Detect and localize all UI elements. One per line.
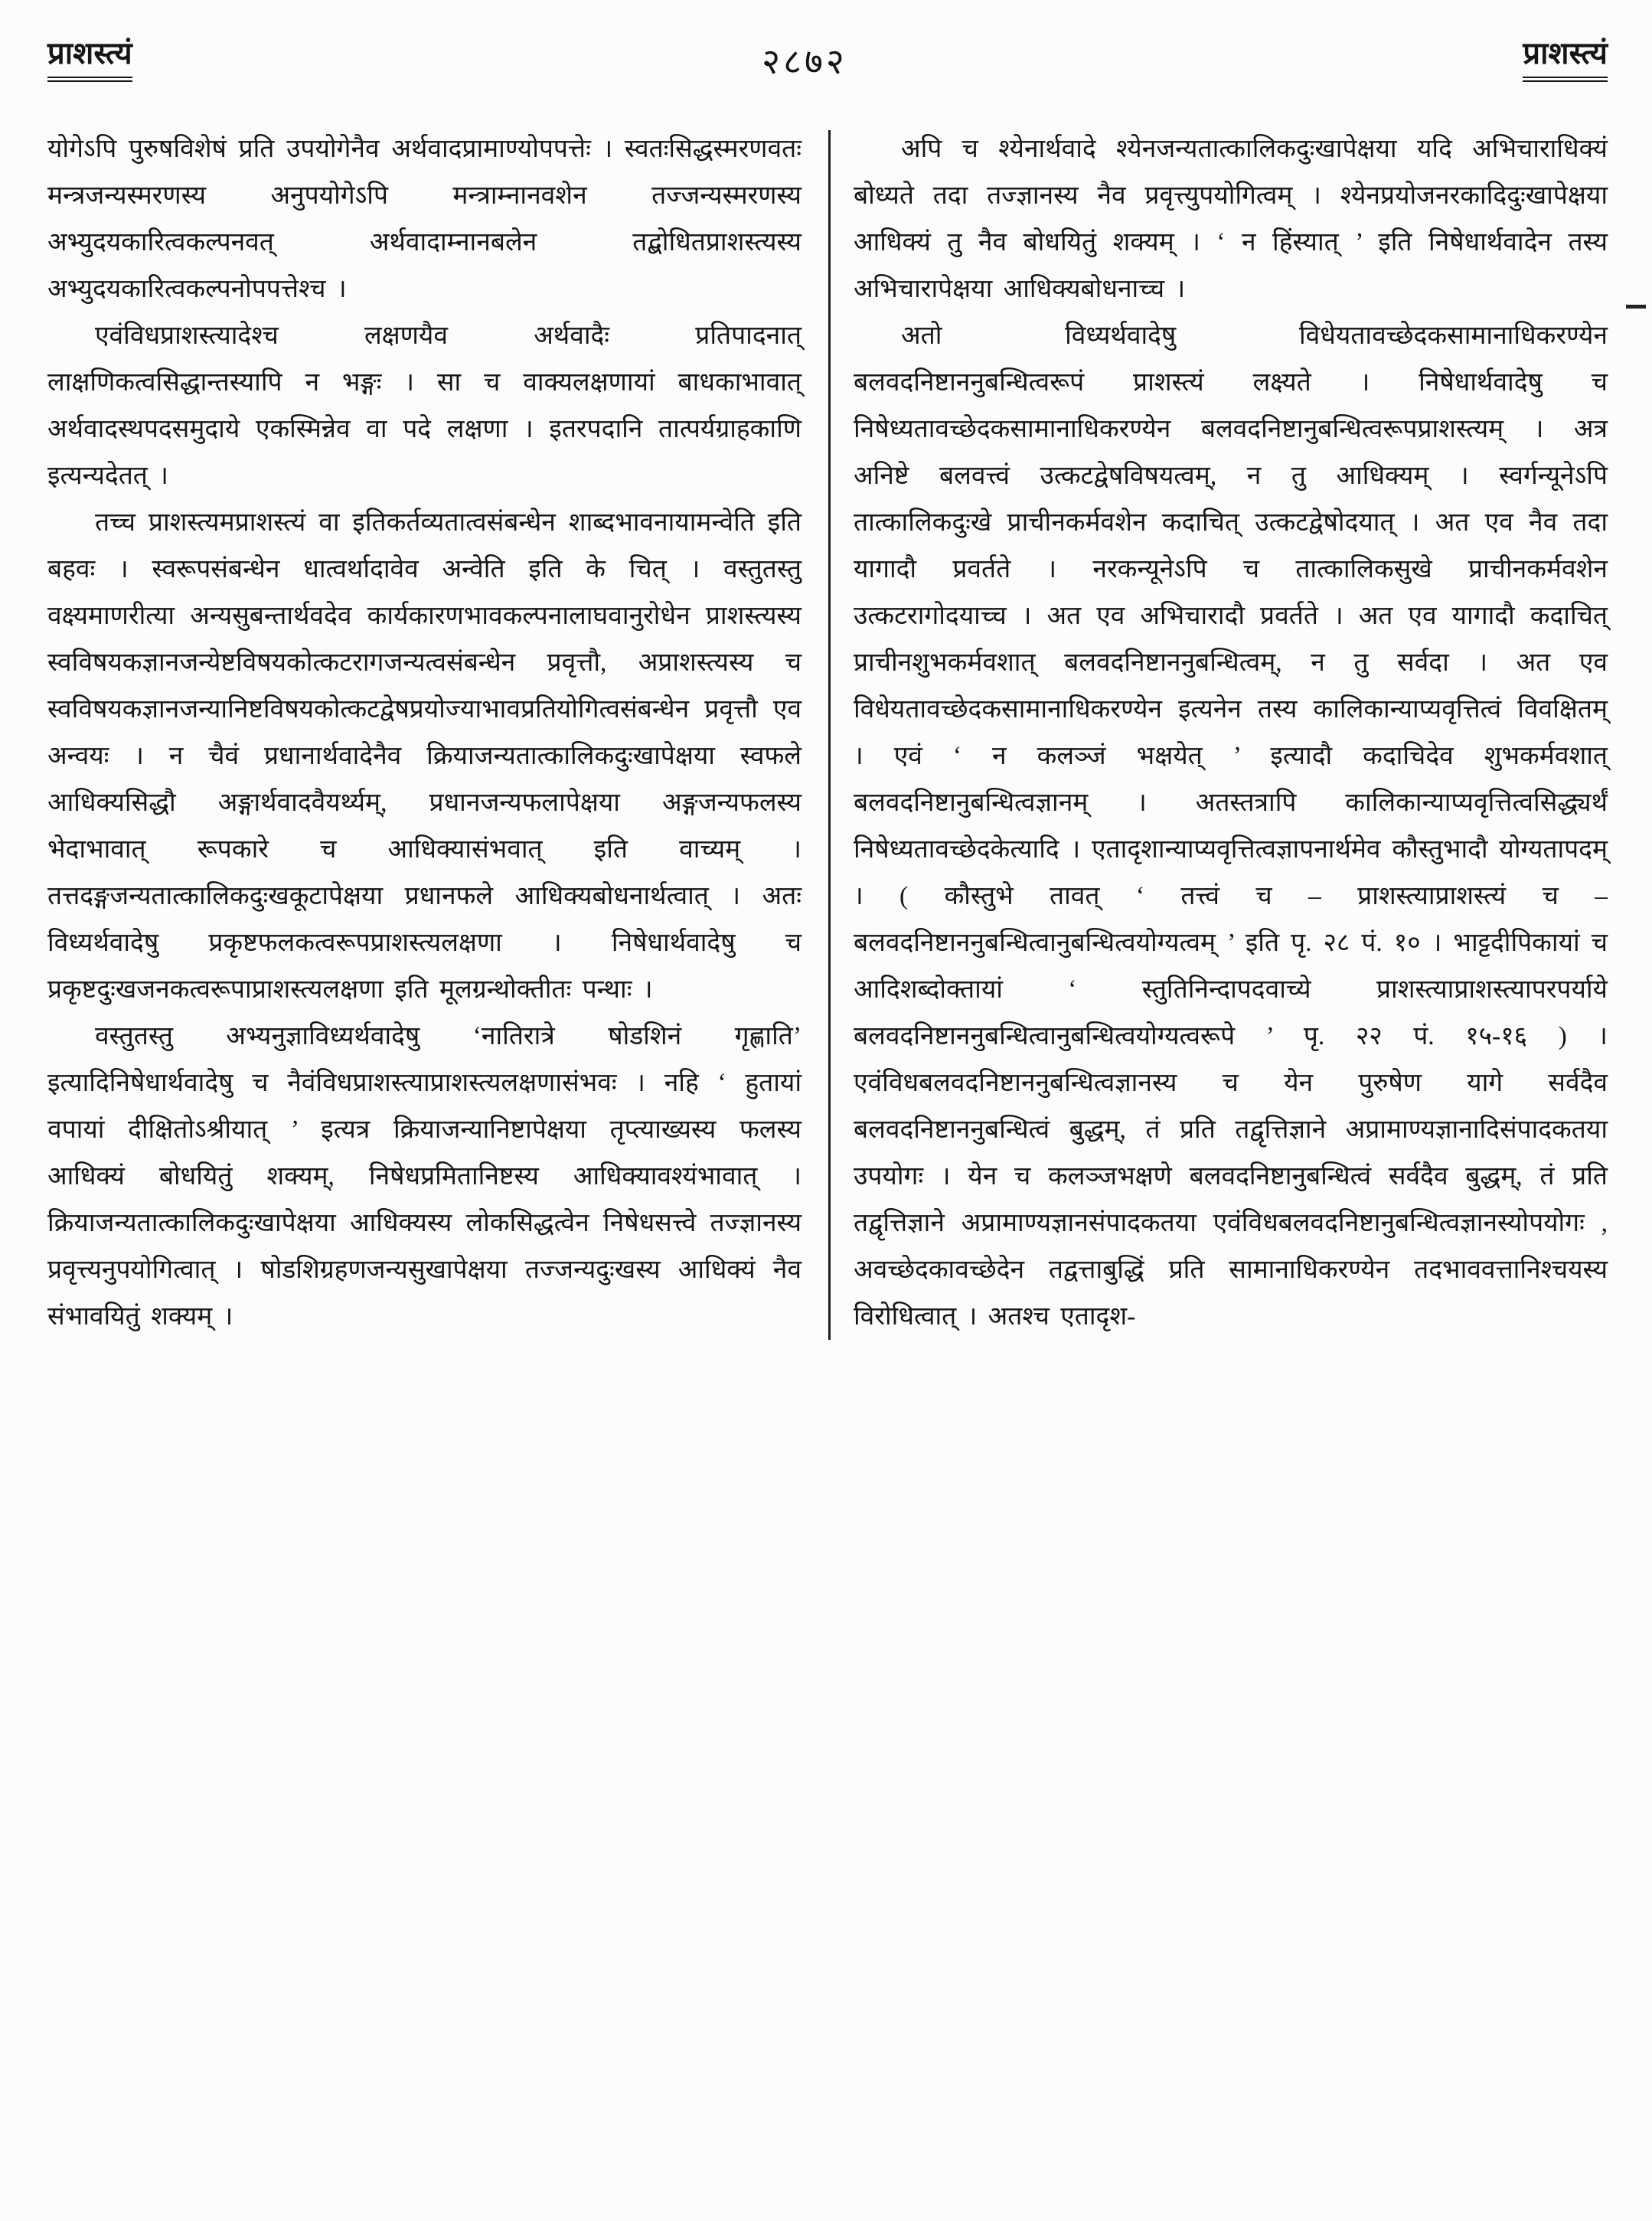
running-head-left: प्राशस्त्यं xyxy=(47,37,132,82)
paragraph: अपि च श्येनार्थवादे श्येनजन्यतात्कालिकदुःखापेक्षया यदि अभिचाराधिक्यं बोध्यते तदा तज्ज्ञानस्य नैव प्रवृत्त्युपयोगित्वम् । श्येनप्रयोजनरकादिदुःखापेक्षया आधिक्यं तु नैव बोधयितुं शक्यम् । ‘ न हिंस्यात् ’ इति निषेधार्थवादेन तस्य अभिचारापेक्षया आधिक्यबोधनाच्च । xyxy=(854,135,1608,303)
text-columns xyxy=(47,126,1608,1340)
scan-artifact-mark xyxy=(1626,305,1646,309)
right-column xyxy=(854,126,1608,1340)
paragraph: एवंविधप्राशस्त्यादेश्च लक्षणयैव अर्थवादैः प्रतिपादनात् लाक्षणिकत्वसिद्धान्तस्यापि न भङ्गः । सा च वाक्यलक्षणायां बाधकाभावात् अर्थवादस्थपदसमुदाये एकस्मिन्नेव वा पदे लक्षणा । इतरपदानि तात्पर्यग्राहकाणि इत्यन्यदेतत् । xyxy=(47,322,802,490)
running-head-right: प्राशस्त्यं xyxy=(1523,37,1608,82)
paragraph: अतो विध्यर्थवादेषु विधेयतावच्छेदकसामानाधिकरण्येन बलवदनिष्टाननुबन्धित्वरूपं प्राशस्त्यं लक्ष्यते । निषेधार्थवादेषु च निषेध्यतावच्छेदकसामानाधिकरण्येन बलवदनिष्टानुबन्धित्वरूपप्राशस्त्यम् । अत्र अनिष्टे बलवत्त्वं उत्कटद्वेषविषयत्वम्, न तु आधिक्यम् । स्वर्गन्यूनेऽपि तात्कालिकदुःखे प्राचीनकर्मवशेन कदाचित् उत्कटद्वेषोदयात् । अत एव नैव तदा यागादौ प्रवर्तते । नरकन्यूनेऽपि च तात्कालिकसुखे प्राचीनकर्मवशेन उत्कटरागोदयाच्च । अत एव अभिचारादौ प्रवर्तते । अत एव यागादौ कदाचित् प्राचीनशुभकर्मवशात् बलवदनिष्टाननुबन्धित्वम्, न तु सर्वदा । अत एव विधेयतावच्छेदकसामानाधिकरण्येन इत्यनेन तस्य कालिकान्याप्यवृत्तित्वं विवक्षितम् । एवं ‘ न कलञ्जं भक्षयेत् ’ इत्यादौ कदाचिदेव शुभकर्मवशात् बलवदनिष्टानुबन्धित्वज्ञानम् । अतस्तत्रापि कालिकान्याप्यवृत्तित्वसिद्ध्यर्थं निषेध्यतावच्छेदकेत्यादि । एतादृशान्याप्यवृत्तित्वज्ञापनार्थमेव कौस्तुभादौ योग्यतापदम् । ( कौस्तुभे तावत् ‘ तत्त्वं च – प्राशस्त्याप्राशस्त्यं च – बलवदनिष्टाननुबन्धित्वानुबन्धित्वयोग्यत्वम् ’ इति पृ. २८ पं. १० । भाट्टदीपिकायां च आदिशब्दोक्तायां ‘ स्तुतिनिन्दापदवाच्ये प्राशस्त्याप्राशस्त्यापरपर्याये बलवदनिष्टाननुबन्धित्वानुबन्धित्वयोग्यत्वरूपे ’ पृ. २२ पं. १५-१६ ) । एवंविधबलवदनिष्टाननुबन्धित्वज्ञानस्य च येन पुरुषेण यागे सर्वदैव बलवदनिष्टाननुबन्धित्वं बुद्धम्, तं प्रति तद्वृत्तिज्ञाने अप्रामाण्यज्ञानादिसंपादकतया उपयोगः । येन च कलञ्जभक्षणे बलवदनिष्टानुबन्धित्वं सर्वदैव बुद्धम्, तं प्रति तद्वृत्तिज्ञाने अप्रामाण्यज्ञानसंपादकतया एवंविधबलवदनिष्टानुबन्धित्वज्ञानस्योपयोगः , अवच्छेदकावच्छेदेन तद्वत्ताबुद्धिं प्रति सामानाधिकरण्येन तदभाववत्तानिश्चयस्य विरोधित्वात् । अतश्च एतादृश- xyxy=(854,322,1608,1331)
paragraph: वस्तुतस्तु अभ्यनुज्ञाविध्यर्थवादेषु ‘नातिरात्रे षोडशिनं गृह्णाति’ इत्यादिनिषेधार्थवादेषु च नैवंविधप्राशस्त्याप्राशस्त्यलक्षणासंभवः । नहि ‘ हुतायां वपायां दीक्षितोऽश्रीयात् ’ इत्यत्र क्रियाजन्यानिष्टापेक्षया तृप्त्याख्यस्य फलस्य आधिक्यं बोधयितुं शक्यम्, निषेधप्रमितानिष्टस्य आधिक्यावश्यंभावात् । क्रियाजन्यतात्कालिकदुःखापेक्षया आधिक्यस्य लोकसिद्धत्वेन निषेधसत्त्वे तज्ज्ञानस्य प्रवृत्त्यनुपयोगित्वात् । षोडशिग्रहणजन्यसुखापेक्षया तज्जन्यदुःखस्य आधिक्यं नैव संभावयितुं शक्यम् । xyxy=(47,1022,802,1331)
page-number: २८७२ xyxy=(762,42,847,81)
paragraph: तच्च प्राशस्त्यमप्राशस्त्यं वा इतिकर्तव्यतात्वसंबन्धेन शाब्दभावनायामन्वेति इति बहवः । स्वरूपसंबन्धेन धात्वर्थादावेव अन्वेति इति के चित् । वस्तुतस्तु वक्ष्यमाणरीत्या अन्यसुबन्तार्थवदेव कार्यकारणभावकल्पनालाघवानुरोधेन प्राशस्त्यस्य स्वविषयकज्ञानजन्येष्टविषयकोत्कटरागजन्यत्वसंबन्धेन प्रवृत्तौ, अप्राशस्त्यस्य च स्वविषयकज्ञानजन्यानिष्टविषयकोत्कटद्वेषप्रयोज्याभावप्रतियोगित्वसंबन्धेन प्रवृत्तौ एव अन्वयः । न चैवं प्रधानार्थवादेनैव क्रियाजन्यतात्कालिकदुःखापेक्षया स्वफले आधिक्यसिद्धौ अङ्गार्थवादवैयर्थ्यम्, प्रधानजन्यफलापेक्षया अङ्गजन्यफलस्य भेदाभावात् रूपकारे च आधिक्यासंभवात् इति वाच्यम् । तत्तदङ्गजन्यतात्कालिकदुःखकूटापेक्षया प्रधानफले आधिक्यबोधनार्थत्वात् । अतः विध्यर्थवादेषु प्रकृष्टफलकत्वरूपप्राशस्त्यलक्षणा । निषेधार्थवादेषु च प्रकृष्टदुःखजनकत्वरूपाप्राशस्त्यलक्षणा इति मूलग्रन्थोक्तीतः पन्थाः । xyxy=(47,508,802,1004)
paragraph: योगेऽपि पुरुषविशेषं प्रति उपयोगेनैव अर्थवादप्रामाण्योपपत्तेः । स्वतःसिद्धस्मरणवतः मन्त्रजन्यस्मरणस्य अनुपयोगेऽपि मन्त्राम्नानवशेन तज्जन्यस्मरणस्य अभ्युदयकारित्वकल्पनवत् अर्थवादाम्नानबलेन तद्बोधितप्राशस्त्यस्य अभ्युदयकारित्वकल्पनोपपत्तेश्च । xyxy=(47,135,802,303)
column-divider-rule xyxy=(828,130,831,1340)
page-header xyxy=(47,37,1608,103)
left-column xyxy=(47,126,802,1340)
